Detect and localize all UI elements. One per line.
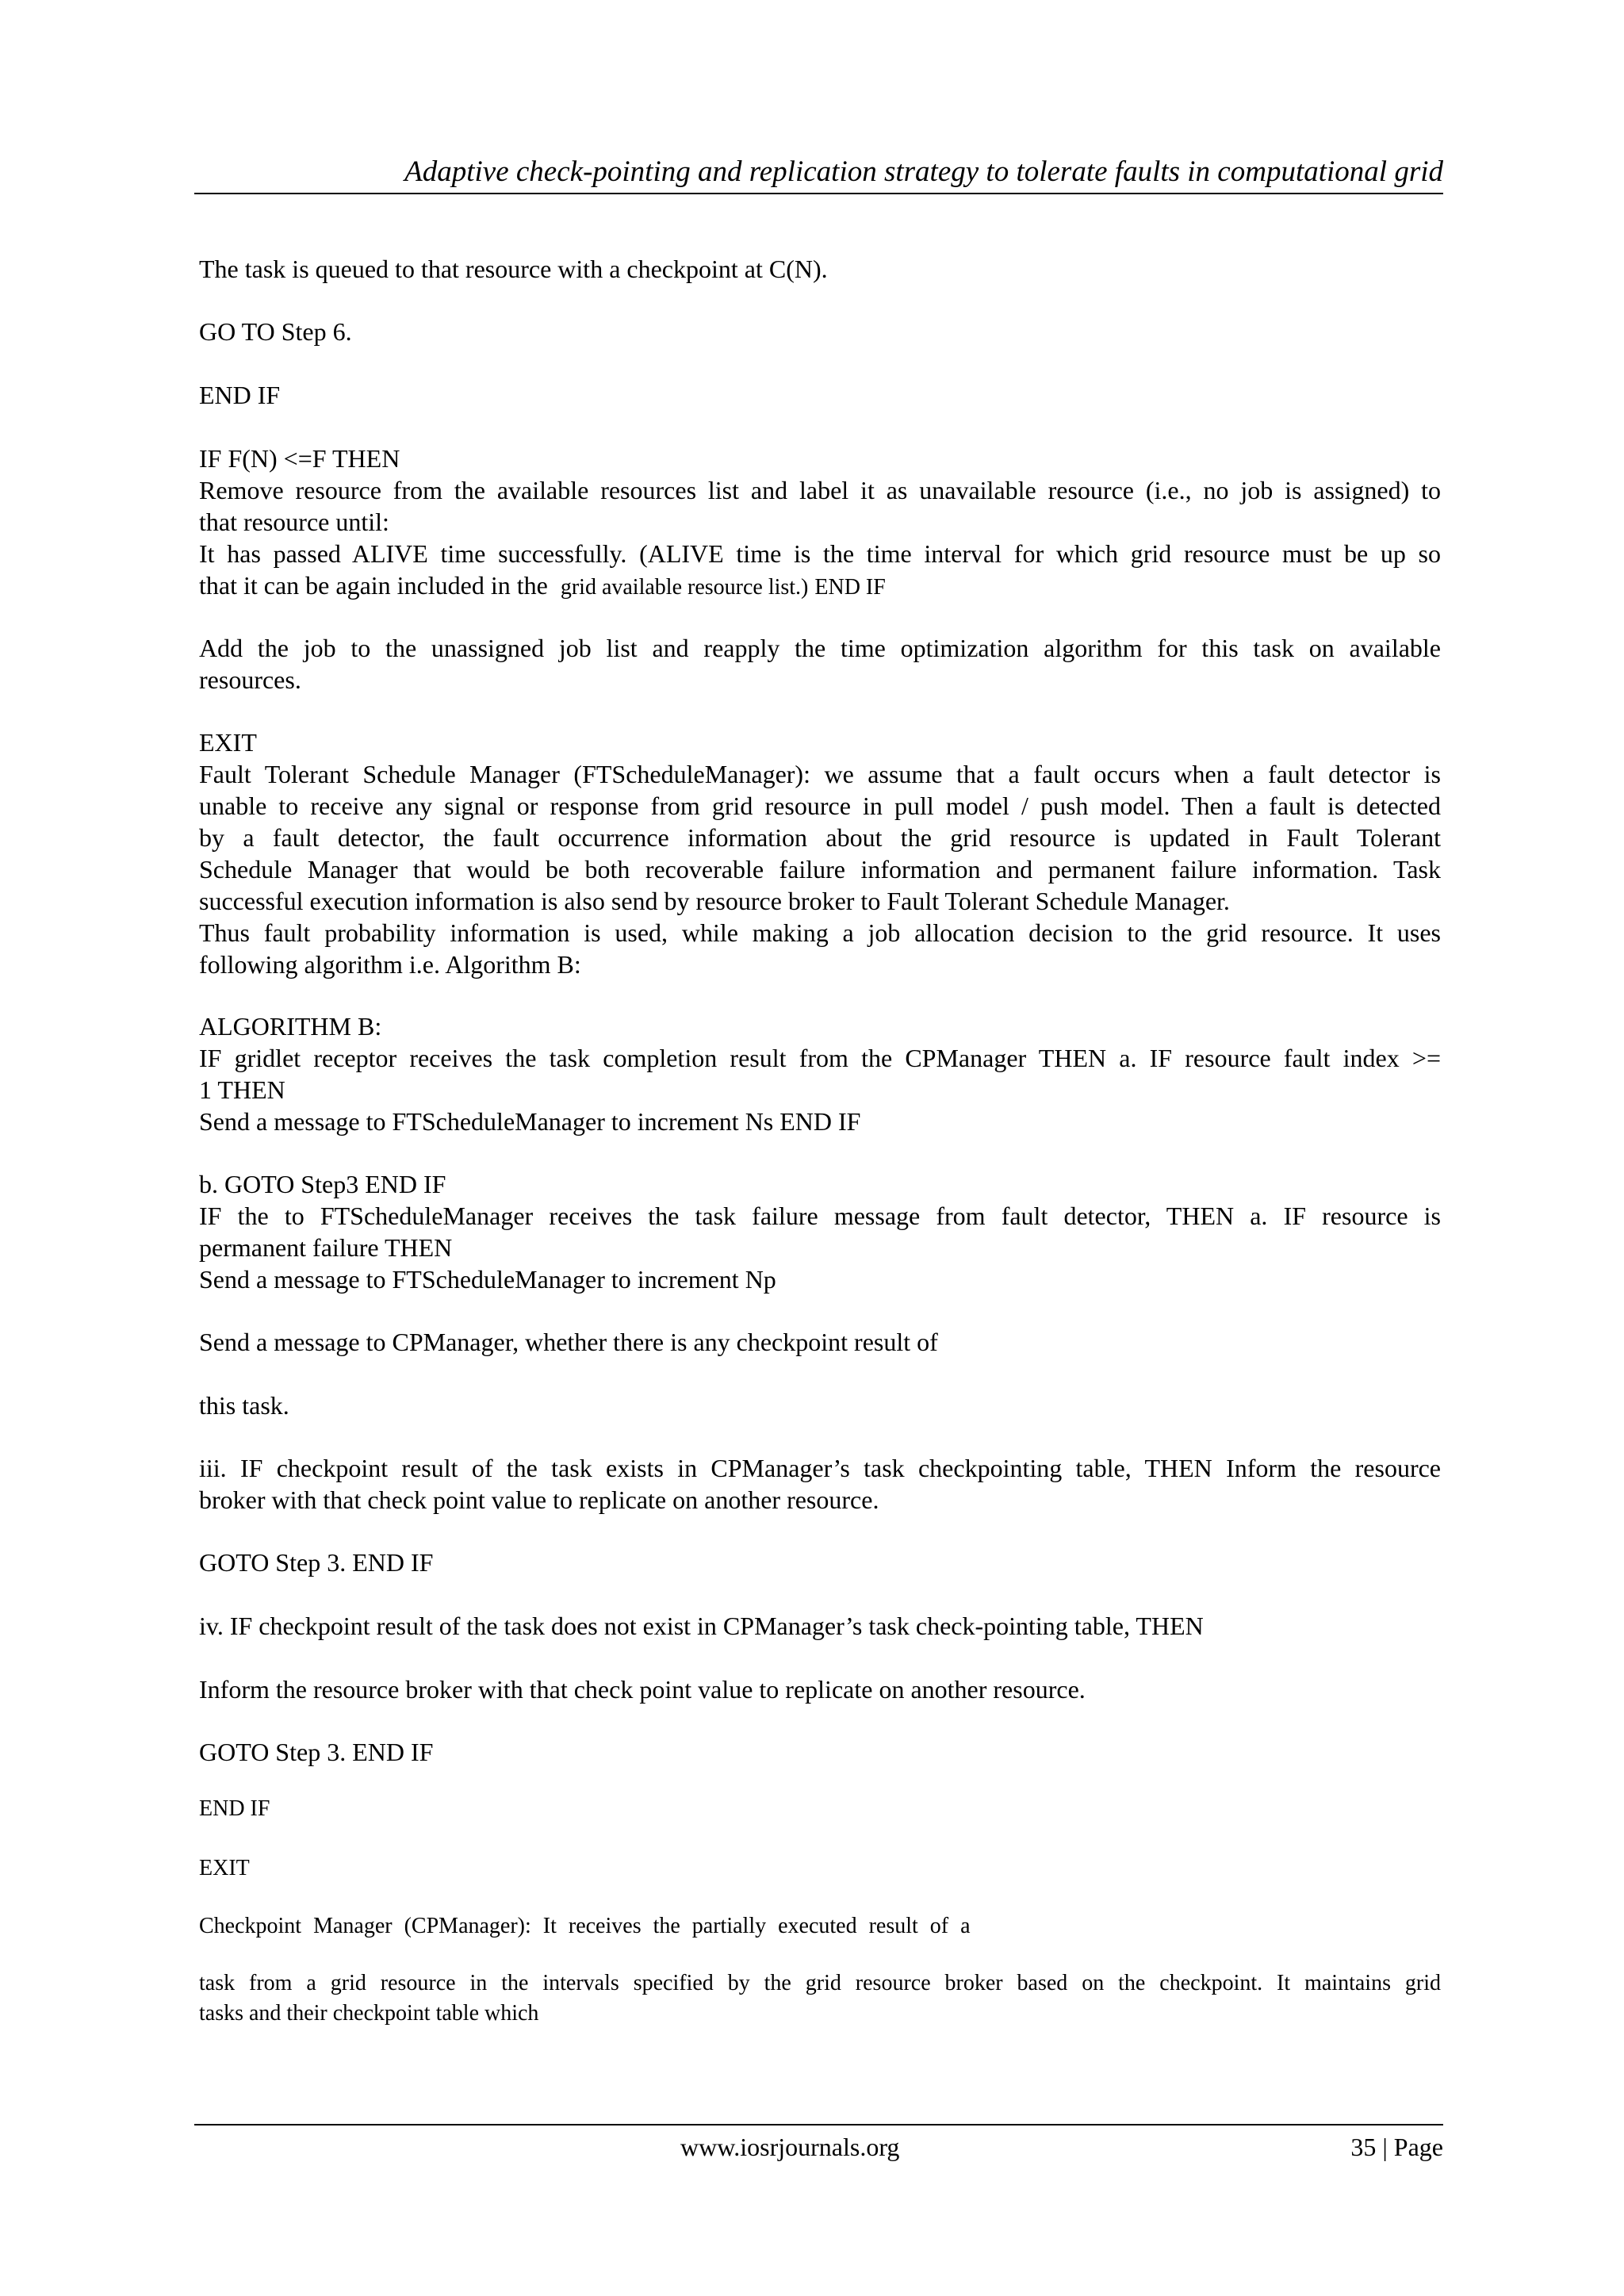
text-line: tasks and their checkpoint table which <box>199 2001 539 2026</box>
text-fragment: that it can be again included in the <box>199 571 548 600</box>
text-line: resources. <box>199 665 301 694</box>
text-line: Remove resource from the available resources list and label it as unavailable resource (i.e., no job is assigned) to <box>199 476 1441 504</box>
text-line: IF gridlet receptor receives the task completion result from the CPManager THEN a. IF resource fault index >= <box>199 1044 1441 1072</box>
text-fragment-small: grid available resource list.) <box>560 575 809 600</box>
text-line: b. GOTO Step3 END IF <box>199 1170 446 1198</box>
paragraph-inform-broker: Inform the resource broker with that check point value to replicate on another resource. <box>199 1675 1086 1704</box>
paragraph-goto-step6: GO TO Step 6. <box>199 317 352 346</box>
text-line: Thus fault probability information is used, while making a job allocation decision to the grid resource. It uses <box>199 918 1441 947</box>
text-line: by a fault detector, the fault occurrence information about the grid resource is updated in Fault Tolerant <box>199 823 1441 852</box>
paragraph-iii <box>199 1452 1441 1516</box>
text-line: broker with that check point value to replicate on another resource. <box>199 1485 879 1514</box>
text-line: following algorithm i.e. Algorithm B: <box>199 950 581 979</box>
paragraph-algorithm-b <box>199 1010 1441 1137</box>
paragraph-this-task: this task. <box>199 1391 289 1420</box>
header-rule <box>194 193 1443 194</box>
paragraph-ftschedulemanager <box>199 726 1441 980</box>
paragraph-goto-step3-b: GOTO Step 3. END IF <box>199 1738 434 1766</box>
text-line: iii. IF checkpoint result of the task exists in CPManager’s task checkpointing table, THEN Inform the resource <box>199 1454 1441 1482</box>
paragraph-task-queued: The task is queued to that resource with a checkpoint at C(N). <box>199 255 828 283</box>
paragraph-send-cpmanager: Send a message to CPManager, whether there is any checkpoint result of <box>199 1328 938 1356</box>
text-line: Add the job to the unassigned job list and reapply the time optimization algorithm for this task on available <box>199 634 1441 662</box>
text-line: that resource until: <box>199 508 389 536</box>
text-line: Fault Tolerant Schedule Manager (FTScheduleManager): we assume that a fault occurs when a fault detector is <box>199 760 1441 788</box>
paragraph-goto-step3-block <box>199 1168 1441 1295</box>
text-line: unable to receive any signal or response from grid resource in pull model / push model. Then a fault is detected <box>199 792 1441 820</box>
paragraph-add-job <box>199 632 1441 696</box>
text-line: IF F(N) <=F THEN <box>199 444 400 473</box>
text-line: It has passed ALIVE time successfully. (ALIVE time is the time interval for which grid resource must be up so <box>199 539 1441 568</box>
text-line: Send a message to FTScheduleManager to increment Ns END IF <box>199 1107 861 1136</box>
text-line: permanent failure THEN <box>199 1233 453 1262</box>
paragraph-if-fn-block <box>199 443 1441 604</box>
paragraph-task-from-grid <box>199 1968 1441 2029</box>
text-line: successful execution information is also send by resource broker to Fault Tolerant Schedule Manager. <box>199 887 1230 915</box>
footer-rule <box>194 2124 1443 2125</box>
text-line: Schedule Manager that would be both recoverable failure information and permanent failure information. Task <box>199 855 1441 884</box>
text-line: task from a grid resource in the intervals specified by the grid resource broker based on the checkpoint. It maintains grid <box>199 1971 1441 1995</box>
text-line: IF the to FTScheduleManager receives the task failure message from fault detector, THEN a. IF resource is <box>199 1202 1441 1230</box>
text-line: Send a message to FTScheduleManager to increment Np <box>199 1265 776 1294</box>
text-line: 1 THEN <box>199 1075 285 1104</box>
text-line: ALGORITHM B: <box>199 1012 382 1041</box>
text-fragment-small: END IF <box>814 575 886 600</box>
text-line: EXIT <box>199 728 257 757</box>
footer-page-number: 35 | Page <box>1350 2133 1443 2161</box>
paragraph-goto-step3-a: GOTO Step 3. END IF <box>199 1548 434 1577</box>
paragraph-checkpoint-manager: Checkpoint Manager (CPManager): It receives the partially executed result of a <box>199 1914 971 1938</box>
text-line <box>199 569 1441 604</box>
footer-journal-url: www.iosrjournals.org <box>680 2133 900 2161</box>
paragraph-exit: EXIT <box>199 1856 250 1880</box>
paragraph-end-if-2: END IF <box>199 1796 270 1821</box>
running-header-title: Adaptive check-pointing and replication strategy to tolerate faults in computational grid <box>404 155 1443 188</box>
paragraph-end-if-1: END IF <box>199 381 281 409</box>
paragraph-iv: iv. IF checkpoint result of the task does not exist in CPManager’s task check-pointing table, THEN <box>199 1612 1204 1640</box>
